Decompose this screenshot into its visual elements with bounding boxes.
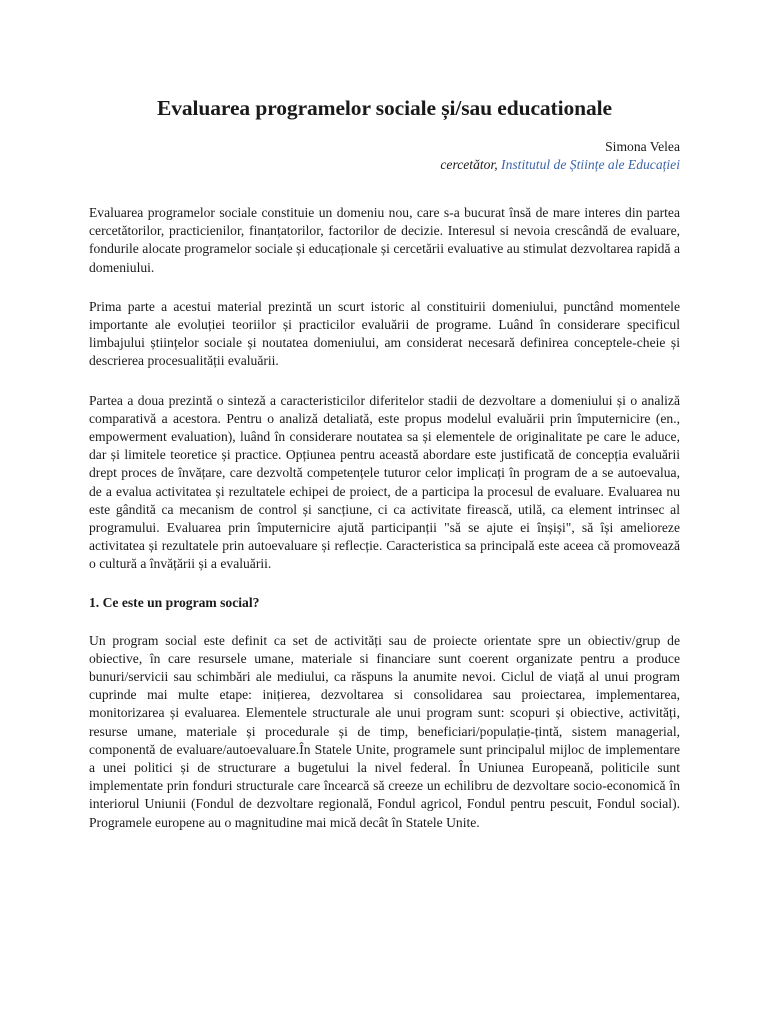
affiliation-institution-link[interactable]: Institutul de Științe ale Educației (501, 157, 680, 172)
affiliation-role: cercetător (440, 157, 495, 172)
intro-paragraph: Evaluarea programelor sociale constituie un domeniu nou, care s-a bucurat însă de mare interes din partea cercetătorilor, practicienilor, finanțatorilor, factorilor de decizie. Interesul si nevoia crescândă de evaluare, fondurile alocate programelor sociale și educaționale și cercetării evaluative au stimulat dezvoltarea rapidă a domeniului. (89, 205, 680, 275)
document-title: Evaluarea programelor sociale și/sau educationale (157, 96, 612, 120)
section-heading: 1. Ce este un program social? (89, 594, 260, 610)
second-part-paragraph: Partea a doua prezintă o sinteză a caracteristicilor diferitelor stadii de dezvoltare a domeniului și o analiză comparativă a acestora. Pentru o analiză detaliată, este propus modelul evaluării prin împuternicire (en., empowerment evaluation), luând în considerare noutatea sa și elementele de originalitate pe care le aduce, dar și limitele teoretice și practice. Opțiunea pentru această abordare este justificată de concepția evaluării drept proces de învățare, care dezvoltă competențele tuturor celor implicați în program de a se autoevalua, de a evalua activitatea și rezultatele echipei de proiect, de a participa la procesul de evaluare. Evaluarea nu este gândită ca mecanism de control și sancțiune, ci ca activitate firească, utilă, ca element intrinsec al programului. Evaluarea prin împuternicire ajută participanții "să se ajute ei înșiși", să își amelioreze activitatea și rezultatele prin autoevaluare și reflecție. Caracteristica sa principală este aceea că promovează o cultură a învățării și a evaluării. (89, 392, 680, 572)
author-name: Simona Velea (605, 139, 680, 154)
author-affiliation (89, 156, 680, 174)
section-paragraph: Un program social este definit ca set de activități sau de proiecte orientate spre un obiectiv/grup de obiective, în care resursele umane, materiale si financiare sunt coerent organizate pentru a produce bunuri/servicii sau schimbări ale mediului, ca răspuns la anumite nevoi. Ciclul de viață al unui program cuprinde mai multe etape: inițierea, dezvoltarea si consolidarea sau proiectarea, implementarea, monitorizarea și evaluarea. Elementele structurale ale unui program sunt: scopuri și obiective, activități, resurse umane, materiale și procedurale și de timp, beneficiari/populație-țintă, sistem managerial, componentă de evaluare/autoevaluare.În Statele Unite, programele sunt principalul mijloc de implementare a unei politici și de structurare a bugetului la nivel federal. În Uniunea Europeană, politicile sunt implementate prin fonduri structurale care încearcă să creeze un echilibru de dezvoltare socio-economică în interiorul Uniunii (Fondul de dezvoltare regională, Fondul agricol, Fondul pentru pescuit, Fondul social). Programele europene au o magnitudine mai mică decât în Statele Unite. (89, 632, 680, 830)
first-part-paragraph: Prima parte a acestui material prezintă un scurt istoric al constituirii domeniului, punctând momentele importante ale evoluției teoriilor și practicilor evaluării de programe. Luând în considerare specificul limbajului științelor sociale și noutatea domeniului, am considerat necesară definirea conceptele-cheie și descrierea procesualității evaluării. (89, 298, 680, 369)
affiliation-separator: , (494, 157, 502, 172)
